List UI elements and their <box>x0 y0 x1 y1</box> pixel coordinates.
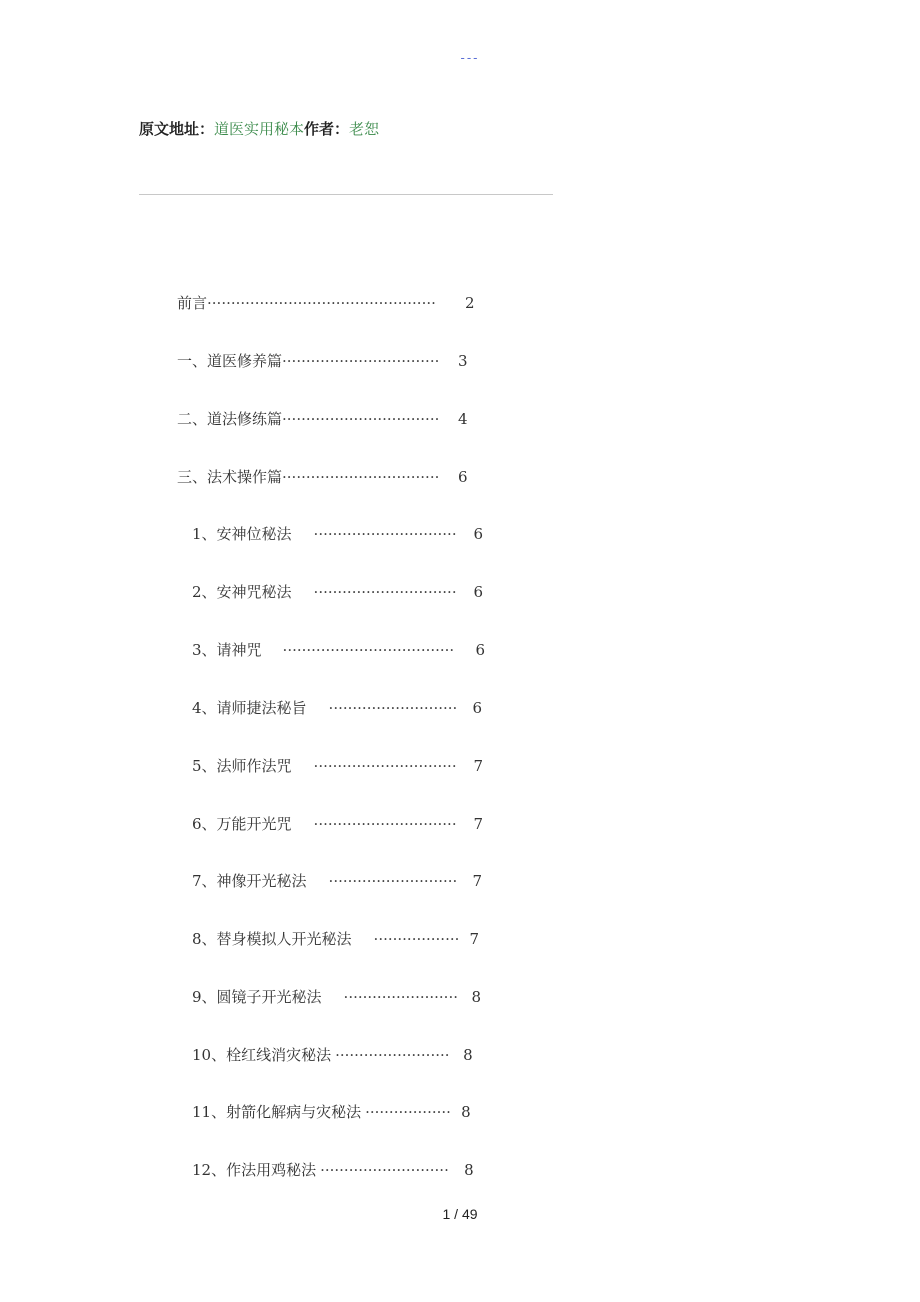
toc-leader-dots: ··························· <box>328 872 458 890</box>
toc-entry-item-8[interactable] <box>192 929 497 949</box>
toc-leader-dots: ······························ <box>313 815 457 833</box>
toc-entry-item-11[interactable] <box>192 1102 492 1122</box>
toc-entry-section-2[interactable] <box>177 409 487 429</box>
toc-entry-title: 9、圆镜子开光秘法 <box>192 988 322 1006</box>
toc-entry-page: 6 <box>473 525 484 543</box>
toc-entry-page: 3 <box>458 352 468 370</box>
toc-leader-dots: ·················· <box>365 1103 451 1121</box>
toc-entry-item-5[interactable] <box>192 756 497 776</box>
toc-leader-dots: ······························ <box>313 757 457 775</box>
toc-entry-page: 2 <box>465 294 475 312</box>
toc-entry-page: 6 <box>472 699 483 717</box>
toc-entry-page: 6 <box>473 583 484 601</box>
toc-leader-dots: ·················· <box>373 930 460 948</box>
toc-leader-dots: ···································· <box>282 641 455 659</box>
toc-entry-title: 前言 <box>177 294 208 312</box>
toc-entry-page: 7 <box>469 930 480 948</box>
toc-entry-title: 二、道法修练篇 <box>177 410 283 428</box>
toc-entry-preface[interactable] <box>177 293 477 313</box>
toc-entry-section-1[interactable] <box>177 351 487 371</box>
toc-entry-title: 4、请师捷法秘旨 <box>192 699 307 717</box>
toc-entry-page: 6 <box>475 641 486 659</box>
toc-entry-item-3[interactable] <box>192 640 497 660</box>
toc-leader-dots: ······························ <box>313 525 457 543</box>
toc-entry-page: 7 <box>473 815 484 833</box>
toc-entry-page: 8 <box>461 1103 471 1121</box>
source-address-label: 原文地址： <box>139 120 215 138</box>
toc-entry-page: 4 <box>458 410 468 428</box>
toc-entry-item-2[interactable] <box>192 582 497 602</box>
toc-leader-dots: ································· <box>282 352 440 370</box>
horizontal-divider <box>139 194 553 195</box>
toc-leader-dots: ··························· <box>328 699 458 717</box>
toc-entry-item-1[interactable] <box>192 524 497 544</box>
author-name-link[interactable]: 老恕 <box>349 120 380 138</box>
toc-entry-title: 10、栓红线消灾秘法 <box>192 1046 332 1064</box>
toc-entry-item-4[interactable] <box>192 698 497 718</box>
toc-entry-section-3[interactable] <box>177 467 487 487</box>
toc-leader-dots: ································· <box>282 468 440 486</box>
toc-entry-title: 3、请神咒 <box>192 641 262 659</box>
toc-entry-page: 8 <box>463 1046 473 1064</box>
toc-entry-title: 8、替身模拟人开光秘法 <box>192 930 352 948</box>
header-mark: --- <box>460 50 480 65</box>
toc-entry-item-6[interactable] <box>192 814 497 834</box>
toc-entry-item-12[interactable] <box>192 1160 492 1180</box>
toc-entry-page: 7 <box>473 757 484 775</box>
toc-leader-dots: ································· <box>282 410 440 428</box>
toc-leader-dots: ··························· <box>320 1161 449 1179</box>
source-title-link[interactable]: 道医实用秘本 <box>214 120 305 138</box>
toc-entry-title: 12、作法用鸡秘法 <box>192 1161 317 1179</box>
toc-entry-page: 8 <box>464 1161 474 1179</box>
toc-entry-title: 7、神像开光秘法 <box>192 872 307 890</box>
toc-entry-title: 5、法师作法咒 <box>192 757 292 775</box>
toc-leader-dots: ························ <box>335 1046 450 1064</box>
toc-entry-page: 6 <box>458 468 468 486</box>
toc-entry-item-10[interactable] <box>192 1045 492 1065</box>
toc-entry-item-7[interactable] <box>192 871 497 891</box>
toc-entry-page: 8 <box>471 988 482 1006</box>
toc-entry-title: 6、万能开光咒 <box>192 815 292 833</box>
toc-entry-title: 1、安神位秘法 <box>192 525 292 543</box>
toc-entry-item-9[interactable] <box>192 987 497 1007</box>
toc-entry-title: 三、法术操作篇 <box>177 468 283 486</box>
toc-entry-page: 7 <box>472 872 483 890</box>
author-label: 作者： <box>304 120 350 138</box>
page-indicator: 1 / 49 <box>442 1206 478 1222</box>
toc-leader-dots: ······························ <box>313 583 457 601</box>
toc-leader-dots: ························ <box>343 988 458 1006</box>
source-line <box>139 118 379 139</box>
toc-entry-title: 一、道医修养篇 <box>177 352 283 370</box>
toc-leader-dots: ················································ <box>207 294 436 312</box>
toc-entry-title: 2、安神咒秘法 <box>192 583 292 601</box>
toc-entry-title: 11、射箭化解病与灾秘法 <box>192 1103 362 1121</box>
